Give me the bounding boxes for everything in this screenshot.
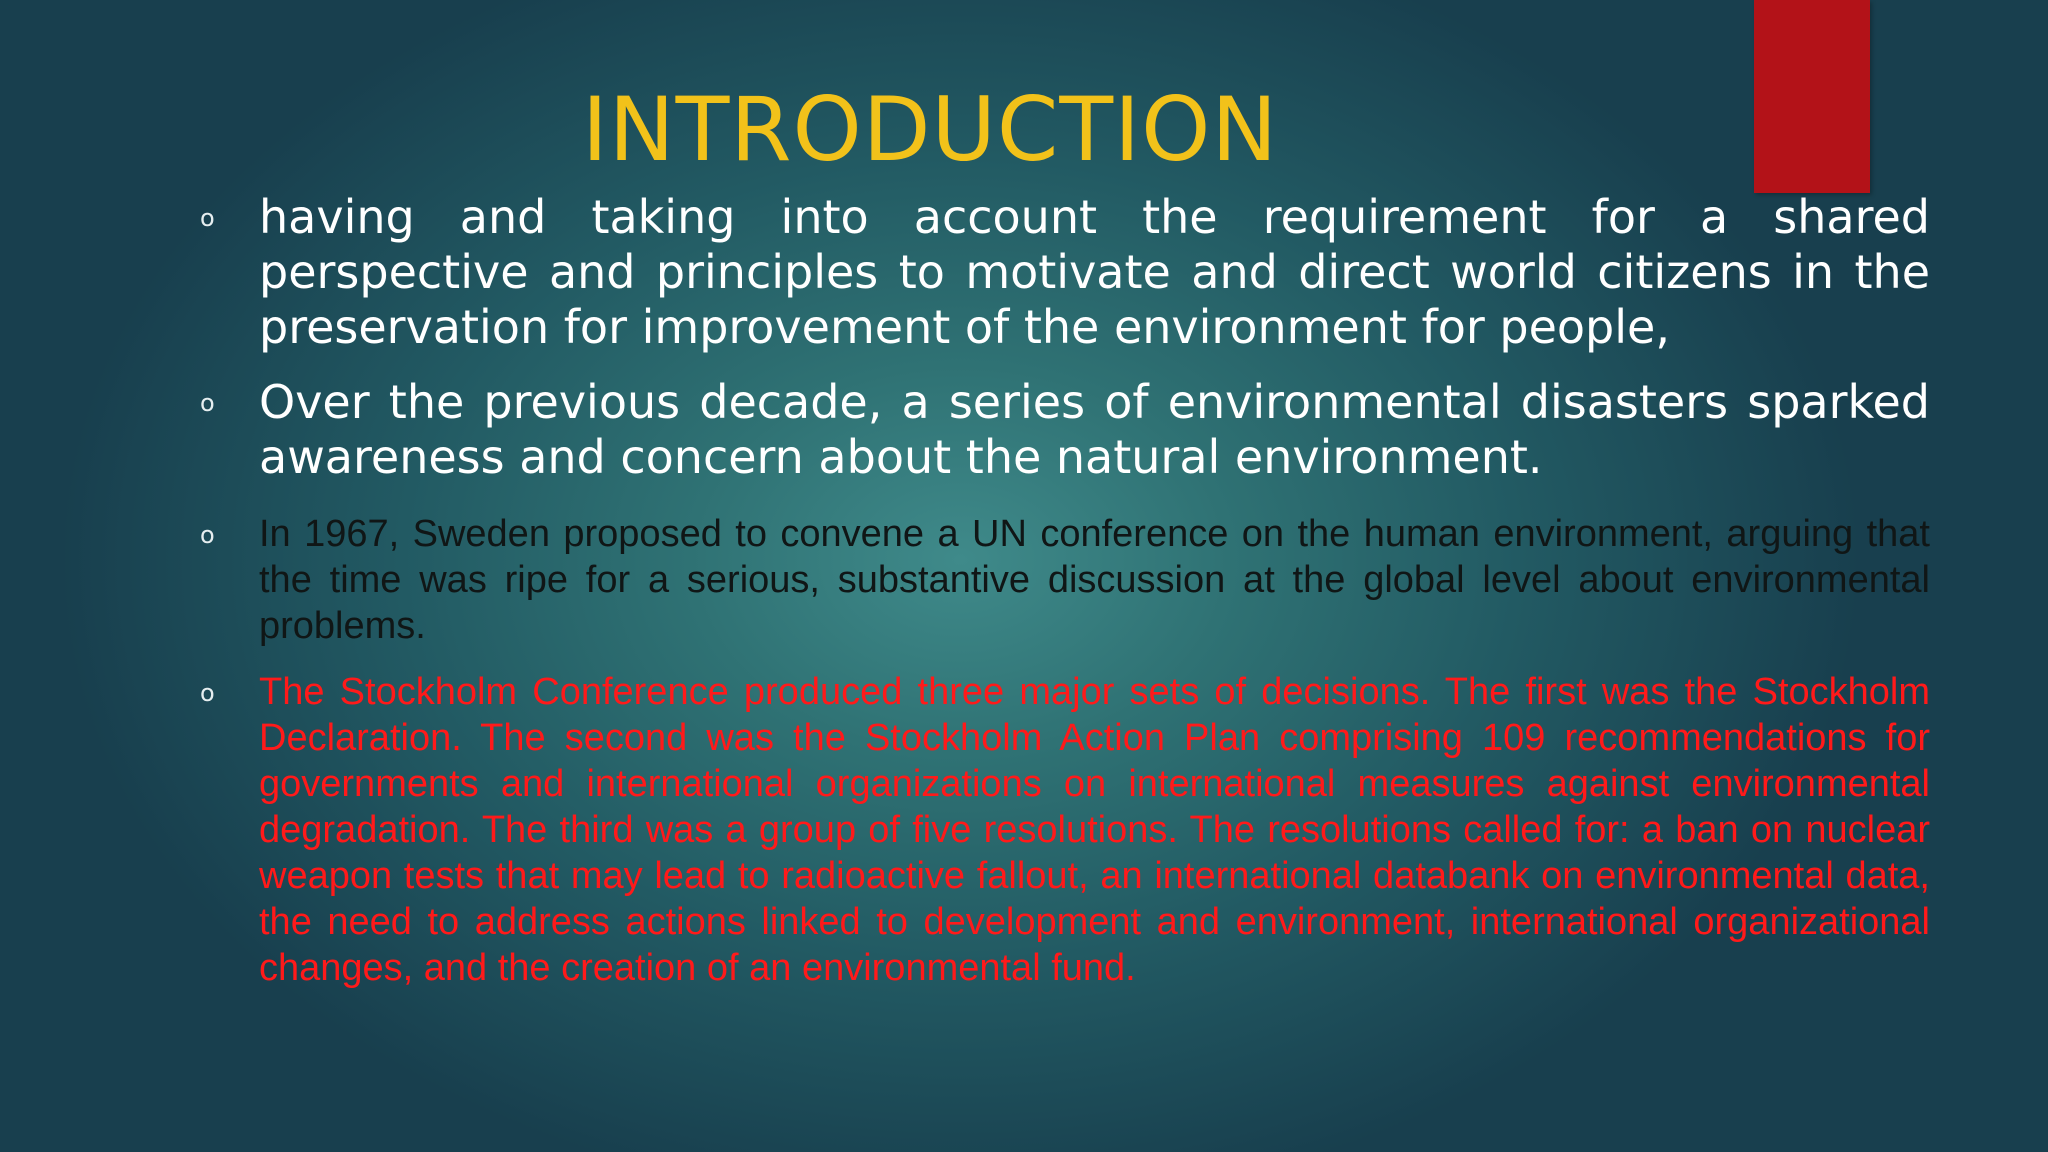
bullet-text: Over the previous decade, a series of environmental disasters sparked awareness and concern about the natural environment. (259, 375, 1930, 484)
slide-title: INTRODUCTION (581, 78, 1279, 181)
bullet-list (200, 190, 1930, 991)
bullet-marker-icon: o (200, 521, 215, 549)
bullet-marker-icon: o (200, 389, 215, 417)
bullet-text: In 1967, Sweden proposed to convene a UN conference on the human environment, arguing that the time was ripe for a serious, substantive discussion at the global level about environmental problems. (259, 513, 1930, 647)
bullet-marker-icon: o (200, 679, 215, 707)
bullet-text: The Stockholm Conference produced three major sets of decisions. The first was the Stockholm Declaration. The second was the Stockholm Action Plan comprising 109 recommendations for governments and international organizations on international measures against environmental degradation. The third was a group of five resolutions. The resolutions called for: a ban on nuclear weapon tests that may lead to radioactive fallout, an international databank on environmental data, the need to address actions linked to development and environment, international organizational changes, and the creation of an environmental fund. (259, 671, 1930, 989)
bullet-item (200, 669, 1930, 991)
bullet-marker-icon: o (200, 204, 215, 232)
bullet-item (200, 511, 1930, 649)
bullet-text: having and taking into account the requirement for a shared perspective and principles to motivate and direct world citizens in the preservation for improvement of the environment for people, (259, 190, 1930, 354)
bullet-item (200, 375, 1930, 485)
bullet-item (200, 190, 1930, 355)
